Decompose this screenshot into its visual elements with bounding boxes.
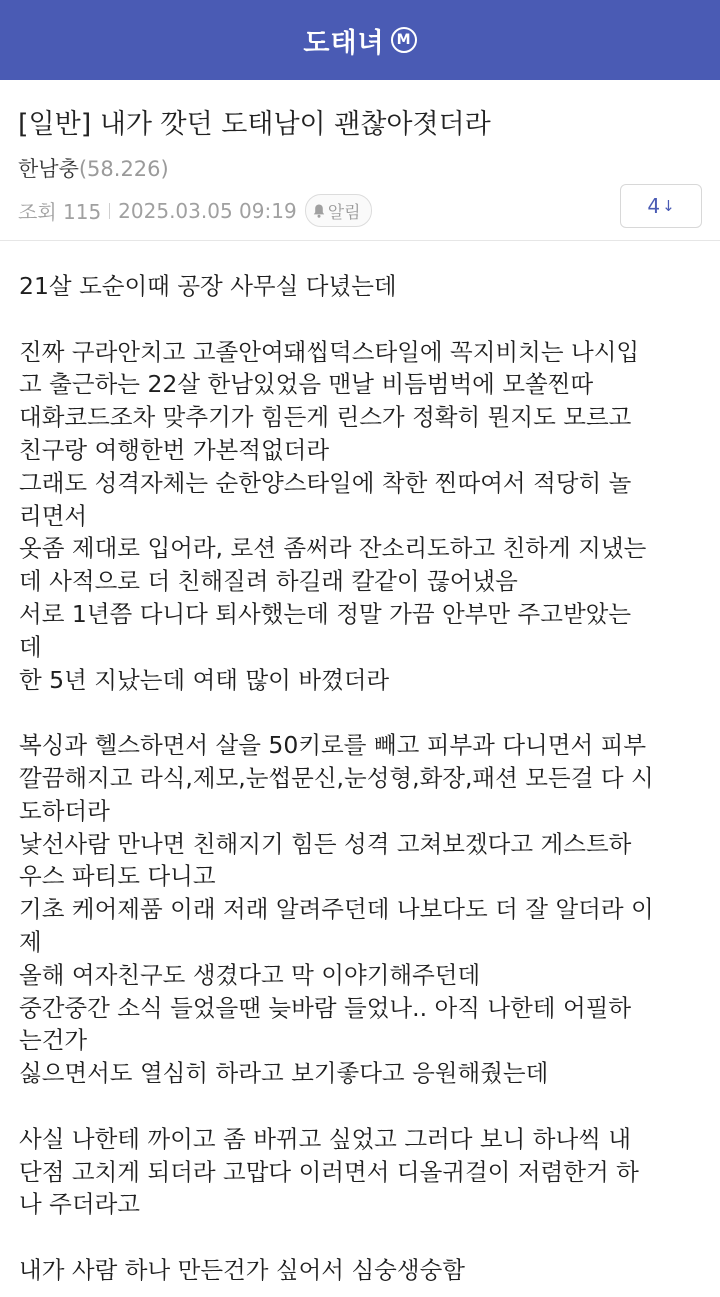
body-line: 데 — [19, 632, 42, 661]
body-line: 진짜 구라안치고 고졸안여돼씹덕스타일에 꼭지비치는 나시입 — [19, 337, 640, 366]
bell-icon — [313, 204, 325, 218]
comment-count-button[interactable] — [620, 184, 702, 228]
blank-line — [19, 1221, 709, 1254]
post-meta — [18, 194, 372, 227]
body-line: 한 5년 지났는데 여태 많이 바꼈더라 — [19, 665, 390, 694]
body-line: 싫으면서도 열심히 하라고 보기좋다고 응원해줬는데 — [19, 1059, 549, 1088]
mobile-m-icon: M — [391, 27, 417, 53]
board-title[interactable]: 도태녀 — [303, 27, 385, 59]
body-line: 대화코드조차 맞추기가 힘든게 린스가 정확히 뭔지도 모르고 — [19, 403, 632, 432]
blank-line — [19, 303, 709, 336]
alarm-label: 알림 — [327, 203, 361, 223]
body-line: 리면서 — [19, 501, 88, 530]
top-app-bar — [0, 0, 720, 80]
blank-line — [19, 1090, 709, 1123]
meta-divider — [109, 203, 110, 219]
body-line: 제 — [19, 927, 42, 956]
author-ip: (58.226) — [78, 157, 169, 181]
post-title: [일반] 내가 깟던 도태남이 괜찮아졋더라 — [18, 109, 491, 140]
blank-line — [19, 696, 709, 729]
body-line: 고 출근하는 22살 한남있었음 맨날 비듬범벅에 모쏠찐따 — [19, 370, 594, 399]
author-name[interactable]: 한남충 — [18, 157, 79, 181]
body-line: 서로 1년쯤 다니다 퇴사했는데 정말 가끔 안부만 주고받았는 — [19, 599, 632, 628]
comment-count: 4 — [647, 194, 661, 218]
body-line: 친구랑 여행한번 가본적없더라 — [19, 435, 330, 464]
body-line: 도하더라 — [19, 796, 110, 825]
body-line: 깔끔해지고 라식,제모,눈썹문신,눈성형,화장,패션 모든걸 다 시 — [19, 763, 654, 792]
body-line: 데 사적으로 더 친해질려 하길래 칼같이 끊어냈음 — [19, 567, 518, 596]
body-line: 우스 파티도 다니고 — [19, 862, 216, 891]
body-line: 중간중간 소식 들었을땐 늦바람 들었나.. 아직 나한테 어필하 — [19, 993, 632, 1022]
body-line: 옷좀 제대로 입어라, 로션 좀써라 잔소리도하고 친하게 지냈는 — [19, 534, 647, 563]
body-line: 단점 고치게 되더라 고맙다 이러면서 디올귀걸이 저렴한거 하 — [19, 1157, 639, 1186]
body-line: 는건가 — [19, 1026, 88, 1055]
body-line: 21살 도순이때 공장 사무실 다녔는데 — [19, 272, 397, 300]
view-count: 조회 115 — [18, 200, 102, 224]
body-line: 내가 사람 하나 만든건가 싶어서 심숭생숭함 — [19, 1255, 465, 1284]
alarm-button[interactable] — [305, 194, 372, 227]
arrow-down-icon: ↓ — [662, 197, 675, 215]
body-line: 나 주더라고 — [19, 1190, 140, 1219]
post-body — [19, 270, 709, 1287]
post-author[interactable] — [18, 153, 169, 183]
body-line: 그래도 성격자체는 순한양스타일에 착한 찐따여서 적당히 놀 — [19, 468, 632, 497]
body-line: 사실 나한테 까이고 좀 바뀌고 싶었고 그러다 보니 하나씩 내 — [19, 1124, 632, 1153]
body-line: 낯선사람 만나면 친해지기 힘든 성격 고쳐보겠다고 게스트하 — [19, 829, 632, 858]
body-line: 올해 여자친구도 생겼다고 막 이야기해주던데 — [19, 960, 481, 989]
body-line: 복싱과 헬스하면서 살을 50키로를 빼고 피부과 다니면서 피부 — [19, 731, 647, 760]
post-header — [0, 80, 720, 241]
body-line: 기초 케어제품 이래 저래 알려주던데 나보다도 더 잘 알더라 이 — [19, 895, 654, 924]
post-datetime: 2025.03.05 09:19 — [118, 198, 297, 223]
